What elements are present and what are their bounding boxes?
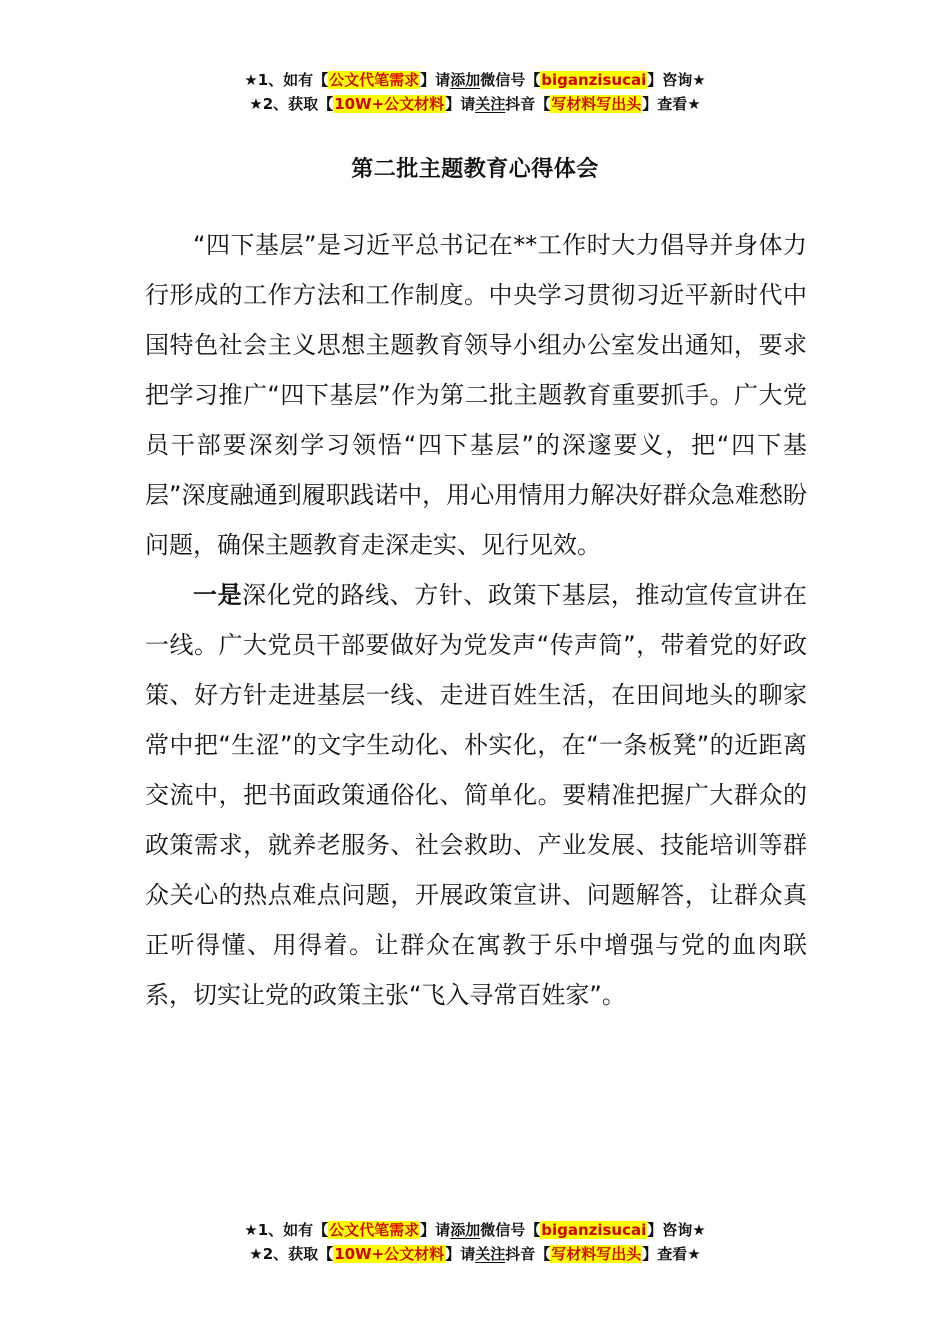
promo-text: 】查看★ [642,1245,701,1263]
promo-highlight: 写材料写出头 [551,1245,642,1263]
promo-line-2 [0,92,950,116]
promo-underlined: 关注 [475,1245,506,1263]
promo-text: 】咨询★ [647,71,706,89]
promo-highlight: 10W+公文材料 [334,95,445,113]
paragraph-point-one [145,570,807,1020]
promo-text: ★2、获取【 [249,95,334,113]
document-title: 第二批主题教育心得体会 [351,157,599,182]
paragraph-text: 深化党的路线、方针、政策下基层，推动宣传宣讲在一线。广大党员干部要做好为党发声“传声筒”，带着党的好政策、好方针走进基层一线、走进百姓生活，在田间地头的聊家常中把“生涩”的文字生动化、朴实化，在“一条板凳”的近距离交流中，把书面政策通俗化、简单化。要精准把握广大群众的政策需求，就养老服务、社会救助、产业发展、技能培训等群众关心的热点难点问题，开展政策宣讲、问题解答，让群众真正听得懂、用得着。让群众在寓教于乐中增强与党的血肉联系，切实让党的政策主张“飞入寻常百姓家”。 [145,581,808,1009]
paragraph-lead: 一是 [193,581,243,609]
promo-highlight: 公文代笔需求 [329,1221,420,1239]
promo-highlight: biganzisucai [541,71,647,89]
promo-text: 】咨询★ [647,1221,706,1239]
promo-text: 】请 [420,71,451,89]
document-body [145,220,807,1020]
promo-underlined: 添加 [450,71,481,89]
paragraph-intro: “四下基层”是习近平总书记在**工作时大力倡导并身体力行形成的工作方法和工作制度。中央学习贯彻习近平新时代中国特色社会主义思想主题教育领导小组办公室发出通知，要求把学习推广“四下基层”作为第二批主题教育重要抓手。广大党员干部要深刻学习领悟“四下基层”的深邃要义，把“四下基层”深度融通到履职践诺中，用心用情用力解决好群众急难愁盼问题，确保主题教育走深走实、见行见效。 [145,231,807,559]
promo-header [0,68,950,116]
promo-text: 】查看★ [642,95,701,113]
promo-highlight: 公文代笔需求 [329,71,420,89]
promo-text: ★2、获取【 [249,1245,334,1263]
promo-text: ★1、如有【 [244,1221,329,1239]
promo-text: 微信号【 [480,1221,541,1239]
promo-highlight: 写材料写出头 [551,95,642,113]
promo-text: 微信号【 [480,71,541,89]
promo-highlight: 10W+公文材料 [334,1245,445,1263]
promo-line-2 [0,1242,950,1266]
promo-text: 抖音【 [505,1245,551,1263]
promo-text: 】请 [445,95,476,113]
promo-highlight: biganzisucai [541,1221,647,1239]
promo-text: 】请 [420,1221,451,1239]
promo-footer [0,1218,950,1266]
promo-underlined: 添加 [450,1221,481,1239]
promo-text: ★1、如有【 [244,71,329,89]
promo-text: 】请 [445,1245,476,1263]
promo-line-1 [0,1218,950,1242]
promo-line-1 [0,68,950,92]
promo-underlined: 关注 [475,95,506,113]
promo-text: 抖音【 [505,95,551,113]
